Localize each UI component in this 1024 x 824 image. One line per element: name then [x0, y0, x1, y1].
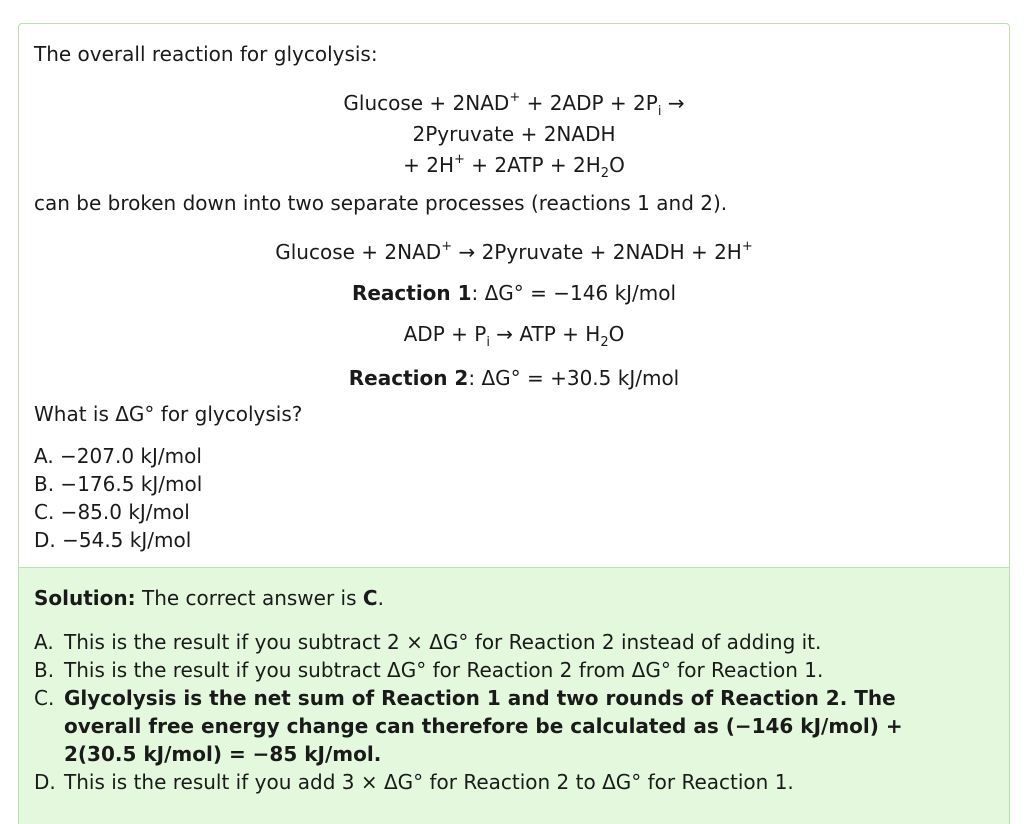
question-text: What is ΔG° for glycolysis?	[34, 402, 303, 426]
solution-heading: Solution: The correct answer is C.	[34, 586, 384, 610]
question-card	[18, 23, 1010, 824]
explanation-d: D. This is the result if you add 3 × ΔG° for Reaction 2 to ΔG° for Reaction 1.	[34, 770, 794, 794]
breakdown-text: can be broken down into two separate processes (reactions 1 and 2).	[34, 191, 728, 215]
choice-c[interactable]: C. −85.0 kJ/mol	[34, 500, 190, 524]
reaction-1-delta-g: Reaction 1: ΔG° = −146 kJ/mol	[351, 281, 677, 305]
intro-text: The overall reaction for glycolysis:	[34, 42, 378, 66]
reaction-2-equation: ADP + $P_i$ → ATP + $H_2O$	[403, 322, 625, 350]
solution-panel	[19, 567, 1009, 824]
explanation-a: A. This is the result if you subtract 2 × ΔG° for Reaction 2 instead of adding it.	[34, 630, 822, 654]
explanation-b: B. This is the result if you subtract ΔG° for Reaction 2 from ΔG° for Reaction 1.	[34, 658, 824, 682]
overall-reaction-line-1: $Glucose + 2NAD^+ + 2ADP + 2P_i$ →	[343, 90, 685, 119]
reaction-1-equation: Glucose + 2NAD+ → 2Pyruvate + 2NADH + 2H+	[275, 239, 753, 264]
overall-reaction-line-3: + $2H^+ + 2ATP + 2H_2O$	[403, 152, 625, 181]
explanation-c: C. Glycolysis is the net sum of Reaction 1 and two rounds of Reaction 2. The overall free energy change can therefore be calculated as (−146 kJ/mol) + 2(30.5 kJ/mol) = −85 kJ/mol.	[34, 686, 903, 766]
choice-d[interactable]: D. −54.5 kJ/mol	[34, 528, 192, 552]
overall-reaction-line-2: 2Pyruvate + 2NADH	[412, 122, 616, 146]
answer-choices	[34, 442, 202, 554]
choice-a[interactable]: A. −207.0 kJ/mol	[34, 444, 202, 468]
choice-b[interactable]: B. −176.5 kJ/mol	[34, 472, 203, 496]
solution-explanations	[34, 628, 934, 796]
reaction-2-delta-g: Reaction 2: ΔG° = +30.5 kJ/mol	[348, 366, 680, 390]
